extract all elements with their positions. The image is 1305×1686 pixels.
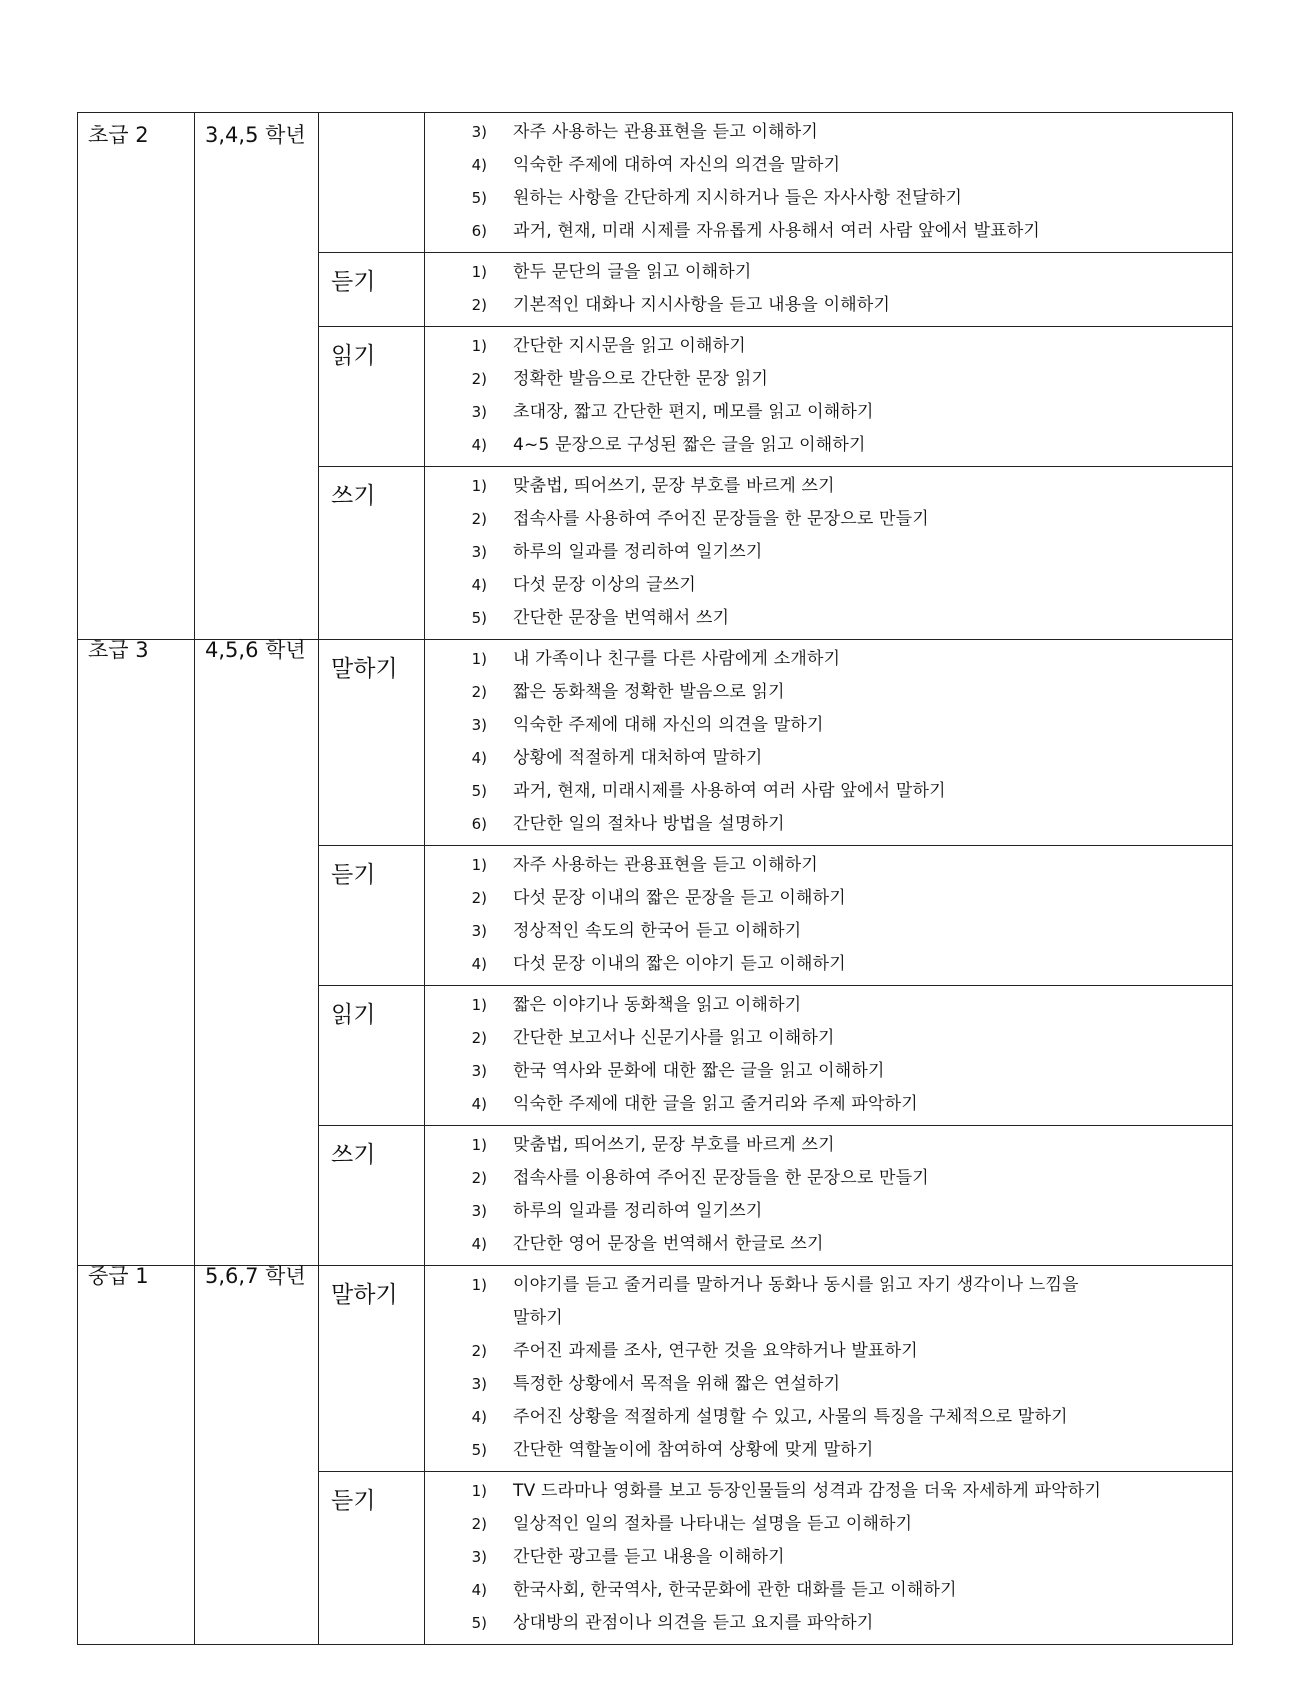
item-text: 초대장, 짧고 간단한 편지, 메모를 읽고 이해하기 xyxy=(513,402,874,422)
item-number: 1) xyxy=(471,1136,487,1154)
objectives-cell xyxy=(425,253,1233,327)
skill-label: 읽기 xyxy=(331,343,376,369)
level-label: 중급 1 xyxy=(88,1264,149,1288)
table-row xyxy=(78,113,1233,253)
list-item xyxy=(425,1434,1232,1467)
item-text: 익숙한 주제에 대해 자신의 의견을 말하기 xyxy=(513,715,824,735)
item-text: 익숙한 주제에 대하여 자신의 의견을 말하기 xyxy=(513,155,841,175)
list-item xyxy=(425,602,1232,635)
item-number: 3) xyxy=(471,1202,487,1220)
skill-cell xyxy=(319,1266,425,1472)
item-text: 정확한 발음으로 간단한 문장 읽기 xyxy=(513,369,769,389)
skill-label: 듣기 xyxy=(331,1488,376,1514)
curriculum-table xyxy=(77,112,1233,1645)
grade-cell xyxy=(195,113,319,640)
list-item xyxy=(425,470,1232,503)
list-item xyxy=(425,1368,1232,1401)
item-number: 3) xyxy=(471,716,487,734)
objectives-cell xyxy=(425,640,1233,846)
level-label: 초급 2 xyxy=(88,123,149,147)
item-text: 원하는 사항을 간단하게 지시하거나 들은 자사사항 전달하기 xyxy=(513,188,963,208)
item-number: 2) xyxy=(471,1342,487,1360)
list-item xyxy=(425,1607,1232,1640)
objectives-cell xyxy=(425,846,1233,986)
objectives-cell xyxy=(425,113,1233,253)
item-text: 간단한 일의 절차나 방법을 설명하기 xyxy=(513,814,785,834)
list-item xyxy=(425,915,1232,948)
item-text: 간단한 지시문을 읽고 이해하기 xyxy=(513,336,746,356)
grade-label: 5,6,7 학년 xyxy=(205,1264,306,1288)
skill-cell xyxy=(319,113,425,253)
objectives-cell xyxy=(425,1126,1233,1266)
item-number: 1) xyxy=(471,1482,487,1500)
list-item xyxy=(425,1401,1232,1434)
item-number: 1) xyxy=(471,263,487,281)
list-item xyxy=(425,643,1232,676)
item-text: 한국 역사와 문화에 대한 짧은 글을 읽고 이해하기 xyxy=(513,1061,885,1081)
item-number: 5) xyxy=(471,609,487,627)
level-label: 초급 3 xyxy=(88,638,149,662)
grade-label: 4,5,6 학년 xyxy=(205,638,306,662)
objectives-cell xyxy=(425,986,1233,1126)
item-text: 상황에 적절하게 대처하여 말하기 xyxy=(513,748,763,768)
list-item xyxy=(425,989,1232,1022)
item-text: 간단한 영어 문장을 번역해서 한글로 쓰기 xyxy=(513,1234,824,1254)
item-text: 간단한 광고를 듣고 내용을 이해하기 xyxy=(513,1547,785,1567)
list-item xyxy=(425,256,1232,289)
curriculum-table-body xyxy=(78,113,1233,1645)
item-text: 한두 문단의 글을 읽고 이해하기 xyxy=(513,262,752,282)
item-number: 4) xyxy=(471,1408,487,1426)
list-item xyxy=(425,849,1232,882)
item-text: 정상적인 속도의 한국어 듣고 이해하기 xyxy=(513,921,802,941)
item-text: 주어진 과제를 조사, 연구한 것을 요약하거나 발표하기 xyxy=(513,1341,918,1361)
item-number: 2) xyxy=(471,370,487,388)
item-number: 5) xyxy=(471,1441,487,1459)
list-item xyxy=(425,1302,1232,1335)
item-number: 6) xyxy=(471,815,487,833)
skill-label: 쓰기 xyxy=(331,483,376,509)
item-text: 하루의 일과를 정리하여 일기쓰기 xyxy=(513,542,763,562)
item-number: 4) xyxy=(471,1581,487,1599)
item-number: 5) xyxy=(471,782,487,800)
item-text: 다섯 문장 이내의 짧은 이야기 듣고 이해하기 xyxy=(513,954,846,974)
item-number: 2) xyxy=(471,1515,487,1533)
list-item xyxy=(425,1335,1232,1368)
item-number: 3) xyxy=(471,1062,487,1080)
item-number: 3) xyxy=(471,123,487,141)
item-number: 2) xyxy=(471,889,487,907)
list-item xyxy=(425,1162,1232,1195)
item-number: 3) xyxy=(471,1375,487,1393)
item-text: 맞춤법, 띄어쓰기, 문장 부호를 바르게 쓰기 xyxy=(513,1135,835,1155)
level-cell xyxy=(78,1266,195,1645)
item-number: 1) xyxy=(471,477,487,495)
item-text: 간단한 역할놀이에 참여하여 상황에 맞게 말하기 xyxy=(513,1440,874,1460)
list-item xyxy=(425,289,1232,322)
item-text: 자주 사용하는 관용표현을 듣고 이해하기 xyxy=(513,855,818,875)
list-item xyxy=(425,742,1232,775)
objectives-cell xyxy=(425,327,1233,467)
item-text: 주어진 상황을 적절하게 설명할 수 있고, 사물의 특징을 구체적으로 말하기 xyxy=(513,1407,1068,1427)
list-item xyxy=(425,330,1232,363)
grade-label: 3,4,5 학년 xyxy=(205,123,306,147)
list-item xyxy=(425,1508,1232,1541)
list-item xyxy=(425,503,1232,536)
item-text: 4~5 문장으로 구성된 짧은 글을 읽고 이해하기 xyxy=(513,435,866,455)
list-item xyxy=(425,536,1232,569)
skill-cell xyxy=(319,1472,425,1645)
item-text: 다섯 문장 이상의 글쓰기 xyxy=(513,575,697,595)
list-item xyxy=(425,1088,1232,1121)
item-text: 과거, 현재, 미래 시제를 자유롭게 사용해서 여러 사람 앞에서 발표하기 xyxy=(513,221,1041,241)
item-number: 3) xyxy=(471,922,487,940)
item-text: 일상적인 일의 절차를 나타내는 설명을 듣고 이해하기 xyxy=(513,1514,913,1534)
item-number: 1) xyxy=(471,1276,487,1294)
item-number: 4) xyxy=(471,576,487,594)
item-text: 다섯 문장 이내의 짧은 문장을 듣고 이해하기 xyxy=(513,888,846,908)
item-number: 5) xyxy=(471,1614,487,1632)
skill-cell xyxy=(319,846,425,986)
list-item xyxy=(425,1228,1232,1261)
item-text: 특정한 상황에서 목적을 위해 짧은 연설하기 xyxy=(513,1374,841,1394)
list-item xyxy=(425,363,1232,396)
skill-cell xyxy=(319,986,425,1126)
item-number: 2) xyxy=(471,1029,487,1047)
item-text: 접속사를 이용하여 주어진 문장들을 한 문장으로 만들기 xyxy=(513,1168,929,1188)
skill-label: 쓰기 xyxy=(331,1142,376,1168)
skill-cell xyxy=(319,640,425,846)
list-item xyxy=(425,116,1232,149)
skill-label xyxy=(319,113,424,123)
item-number: 2) xyxy=(471,510,487,528)
item-number: 4) xyxy=(471,749,487,767)
item-number: 4) xyxy=(471,1235,487,1253)
item-text: 내 가족이나 친구를 다른 사람에게 소개하기 xyxy=(513,649,841,669)
list-item xyxy=(425,1195,1232,1228)
item-number: 3) xyxy=(471,1548,487,1566)
item-text: 이야기를 듣고 줄거리를 말하거나 동화나 동시를 읽고 자기 생각이나 느낌을 xyxy=(513,1275,1079,1295)
list-item xyxy=(425,775,1232,808)
list-item xyxy=(425,1055,1232,1088)
level-cell xyxy=(78,640,195,1266)
list-item xyxy=(425,808,1232,841)
item-text: 말하기 xyxy=(513,1308,563,1328)
objectives-cell xyxy=(425,1472,1233,1645)
item-number: 3) xyxy=(471,403,487,421)
list-item xyxy=(425,1475,1232,1508)
item-number: 3) xyxy=(471,543,487,561)
list-item xyxy=(425,215,1232,248)
table-row xyxy=(78,640,1233,846)
item-number: 2) xyxy=(471,296,487,314)
list-item xyxy=(425,396,1232,429)
item-text: 과거, 현재, 미래시제를 사용하여 여러 사람 앞에서 말하기 xyxy=(513,781,946,801)
list-item xyxy=(425,569,1232,602)
skill-label: 듣기 xyxy=(331,862,376,888)
item-text: 하루의 일과를 정리하여 일기쓰기 xyxy=(513,1201,763,1221)
item-number: 1) xyxy=(471,337,487,355)
item-number: 5) xyxy=(471,189,487,207)
item-number: 2) xyxy=(471,683,487,701)
skill-cell xyxy=(319,327,425,467)
objectives-cell xyxy=(425,467,1233,640)
list-item xyxy=(425,149,1232,182)
skill-label: 말하기 xyxy=(331,656,398,682)
item-text: 간단한 문장을 번역해서 쓰기 xyxy=(513,608,730,628)
list-item xyxy=(425,182,1232,215)
item-number: 1) xyxy=(471,856,487,874)
item-number: 6) xyxy=(471,222,487,240)
item-text: 짧은 이야기나 동화책을 읽고 이해하기 xyxy=(513,995,802,1015)
item-text: 기본적인 대화나 지시사항을 듣고 내용을 이해하기 xyxy=(513,295,891,315)
table-row xyxy=(78,1266,1233,1472)
list-item xyxy=(425,882,1232,915)
list-item xyxy=(425,676,1232,709)
item-text: 상대방의 관점이나 의견을 듣고 요지를 파악하기 xyxy=(513,1613,874,1633)
item-text: TV 드라마나 영화를 보고 등장인물들의 성격과 감정을 더욱 자세하게 파악하기 xyxy=(513,1481,1102,1501)
level-cell xyxy=(78,113,195,640)
list-item xyxy=(425,1574,1232,1607)
item-number: 4) xyxy=(471,436,487,454)
list-item xyxy=(425,1022,1232,1055)
item-number: 4) xyxy=(471,955,487,973)
list-item xyxy=(425,1269,1232,1302)
list-item xyxy=(425,429,1232,462)
item-number: 4) xyxy=(471,156,487,174)
item-text: 맞춤법, 띄어쓰기, 문장 부호를 바르게 쓰기 xyxy=(513,476,835,496)
skill-label: 듣기 xyxy=(331,269,376,295)
skill-cell xyxy=(319,1126,425,1266)
item-text: 접속사를 사용하여 주어진 문장들을 한 문장으로 만들기 xyxy=(513,509,929,529)
item-text: 익숙한 주제에 대한 글을 읽고 줄거리와 주제 파악하기 xyxy=(513,1094,918,1114)
skill-label: 말하기 xyxy=(331,1282,398,1308)
grade-cell xyxy=(195,1266,319,1645)
skill-cell xyxy=(319,253,425,327)
objectives-cell xyxy=(425,1266,1233,1472)
skill-label: 읽기 xyxy=(331,1002,376,1028)
list-item xyxy=(425,1129,1232,1162)
list-item xyxy=(425,1541,1232,1574)
item-number: 1) xyxy=(471,650,487,668)
grade-cell xyxy=(195,640,319,1266)
item-text: 짧은 동화책을 정확한 발음으로 읽기 xyxy=(513,682,785,702)
list-item xyxy=(425,948,1232,981)
item-number: 4) xyxy=(471,1095,487,1113)
item-number: 1) xyxy=(471,996,487,1014)
item-text: 자주 사용하는 관용표현을 듣고 이해하기 xyxy=(513,122,818,142)
item-text: 한국사회, 한국역사, 한국문화에 관한 대화를 듣고 이해하기 xyxy=(513,1580,957,1600)
list-item xyxy=(425,709,1232,742)
item-number: 2) xyxy=(471,1169,487,1187)
skill-cell xyxy=(319,467,425,640)
item-text: 간단한 보고서나 신문기사를 읽고 이해하기 xyxy=(513,1028,835,1048)
